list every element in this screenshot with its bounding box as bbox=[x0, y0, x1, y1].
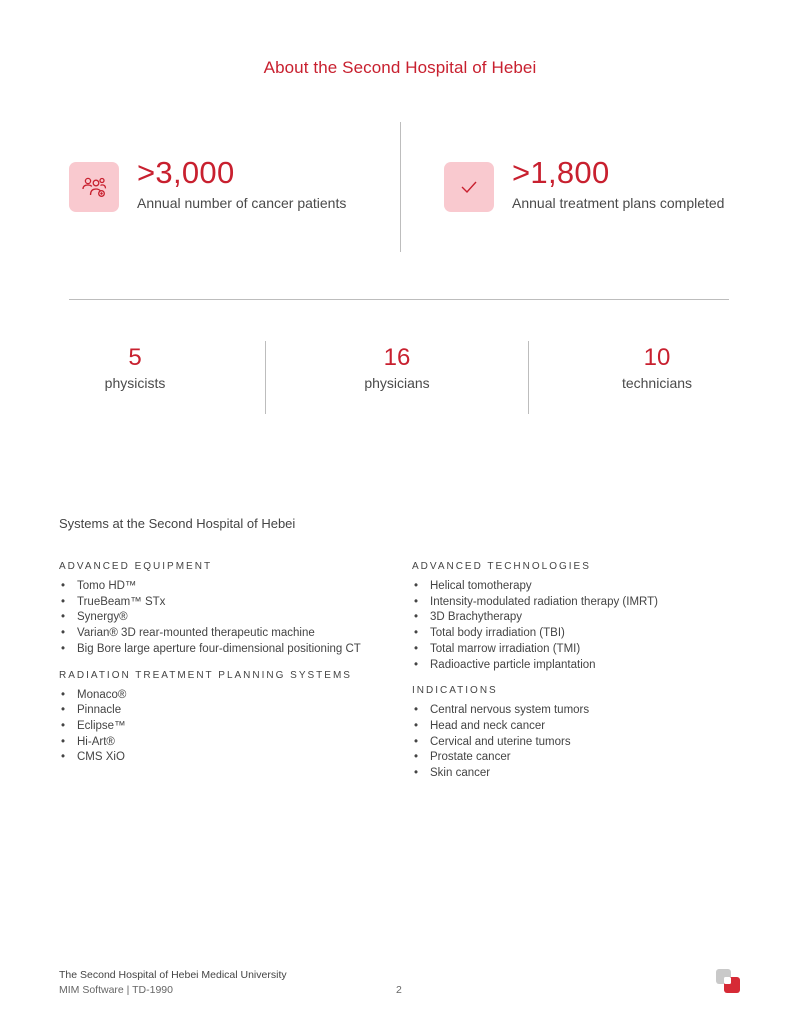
advanced-technologies-list bbox=[412, 579, 742, 673]
stat-value: 5 bbox=[128, 344, 142, 371]
stat-value: 16 bbox=[383, 344, 411, 371]
stat-value: >1,800 bbox=[512, 155, 610, 190]
list-item: • Pinnacle bbox=[59, 703, 389, 719]
list-item: • Varian® 3D rear-mounted therapeutic machine bbox=[59, 626, 389, 642]
systems-title: Systems at the Second Hospital of Hebei bbox=[59, 516, 296, 531]
page-title: About the Second Hospital of Hebei bbox=[263, 58, 537, 77]
stat-label: Annual number of cancer patients bbox=[137, 195, 347, 211]
list-item: • Central nervous system tumors bbox=[412, 703, 742, 719]
list-item: • Prostate cancer bbox=[412, 750, 742, 766]
list-item: • Total body irradiation (TBI) bbox=[412, 626, 742, 642]
stat-value: >3,000 bbox=[137, 155, 235, 190]
stat-technicians bbox=[587, 343, 727, 391]
list-item: • Synergy® bbox=[59, 610, 389, 626]
mim-logo-icon bbox=[715, 968, 741, 994]
stat-label: physicians bbox=[364, 375, 430, 391]
stat-value: 10 bbox=[643, 344, 671, 371]
footer-organization: The Second Hospital of Hebei Medical University bbox=[59, 969, 287, 981]
divider-vertical bbox=[528, 341, 529, 414]
advanced-equipment-section bbox=[59, 561, 389, 658]
section-heading: ADVANCED EQUIPMENT bbox=[59, 561, 213, 572]
list-item: • Hi-Art® bbox=[59, 735, 389, 751]
list-item: • Skin cancer bbox=[412, 766, 742, 782]
list-item: • Total marrow irradiation (TMI) bbox=[412, 642, 742, 658]
people-icon bbox=[69, 162, 119, 212]
indications-section bbox=[412, 685, 742, 782]
planning-systems-list bbox=[59, 688, 389, 767]
list-item: • Eclipse™ bbox=[59, 719, 389, 735]
list-item: • Tomo HD™ bbox=[59, 579, 389, 595]
stat-label: physicists bbox=[104, 375, 166, 391]
divider-vertical bbox=[265, 341, 266, 414]
footer-document-id: MIM Software | TD-1990 bbox=[59, 984, 173, 996]
stat-physicists bbox=[65, 343, 205, 391]
section-heading: ADVANCED TECHNOLOGIES bbox=[412, 561, 591, 572]
list-item: • Cervical and uterine tumors bbox=[412, 735, 742, 751]
section-heading: RADIATION TREATMENT PLANNING SYSTEMS bbox=[59, 669, 352, 681]
stat-physicians bbox=[327, 343, 467, 391]
divider-horizontal bbox=[69, 299, 729, 300]
list-item: • Monaco® bbox=[59, 688, 389, 704]
planning-systems-section bbox=[59, 670, 389, 767]
list-item: • 3D Brachytherapy bbox=[412, 610, 742, 626]
advanced-technologies-section bbox=[412, 561, 742, 673]
list-item: • Head and neck cancer bbox=[412, 719, 742, 735]
indications-list bbox=[412, 703, 742, 782]
advanced-equipment-list bbox=[59, 579, 389, 658]
stat-label: Annual treatment plans completed bbox=[512, 195, 725, 211]
stat-treatment-plans bbox=[444, 155, 724, 212]
list-item: • Helical tomotherapy bbox=[412, 579, 742, 595]
list-item: • Big Bore large aperture four-dimensional positioning CT bbox=[59, 642, 389, 658]
stat-annual-patients bbox=[69, 155, 346, 212]
divider-vertical bbox=[400, 122, 401, 252]
stat-label: technicians bbox=[621, 375, 693, 391]
page-number: 2 bbox=[396, 984, 402, 996]
section-heading: INDICATIONS bbox=[412, 685, 498, 697]
checkmark-icon bbox=[444, 162, 494, 212]
systems-column-left bbox=[59, 561, 389, 766]
list-item: • TrueBeam™ STx bbox=[59, 595, 389, 611]
list-item: • CMS XiO bbox=[59, 750, 389, 766]
list-item: • Radioactive particle implantation bbox=[412, 658, 742, 674]
systems-column-right bbox=[412, 561, 742, 782]
list-item: • Intensity-modulated radiation therapy (IMRT) bbox=[412, 595, 742, 611]
